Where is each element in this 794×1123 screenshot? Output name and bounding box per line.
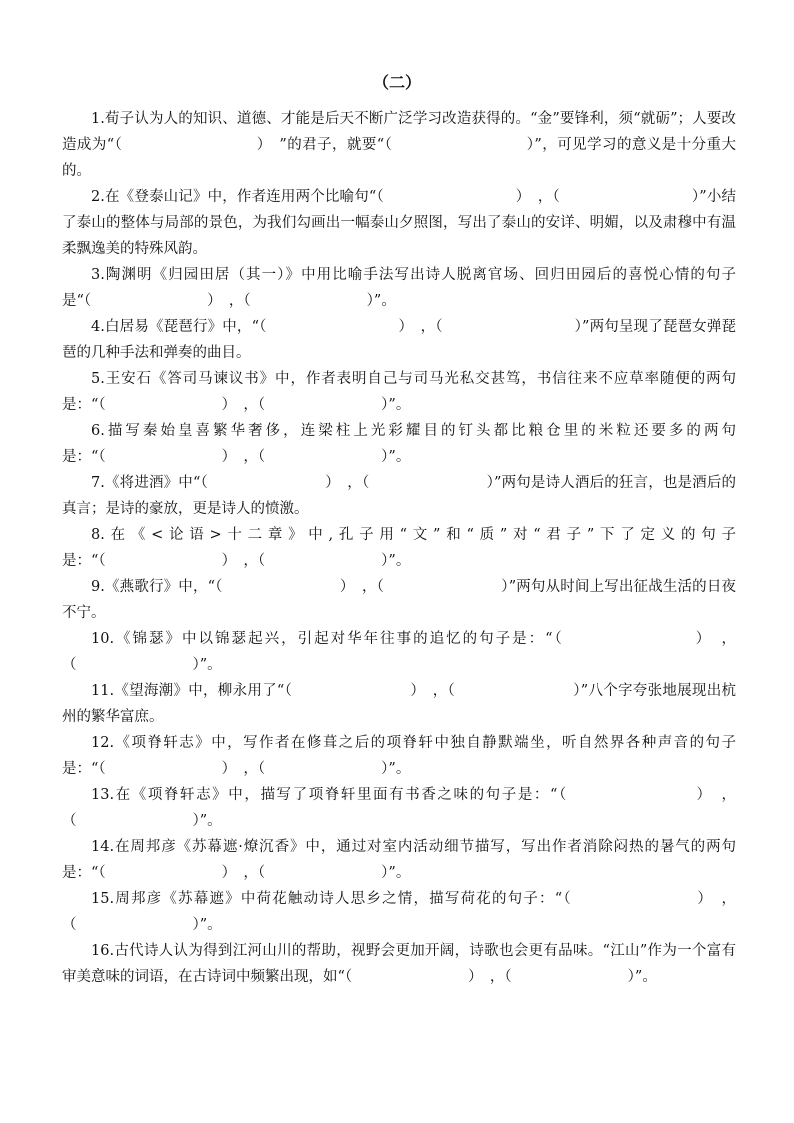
question-item: 16.古代诗人认为得到江河山川的帮助，视野会更加开阔，诗歌也会更有品味。“江山”作为一个富有审美意味的词语，在古诗词中频繁出现，如“（ ） ，（ ）”。 bbox=[62, 943, 736, 985]
question-item: 1.荀子认为人的知识、道德、才能是后天不断广泛学习改造获得的。“金”要锋利，须“就砺”；人要改造成为“（ ） ”的君子，就要“（ ）”，可见学习的意义是十分重大的。 bbox=[62, 111, 736, 179]
question-item: 12.《项脊轩志》中，写作者在修葺之后的项脊轩中独自静默端坐，听自然界各种声音的句子是：“（ ） ，（ ）”。 bbox=[62, 735, 736, 777]
question-list bbox=[62, 106, 736, 990]
page-title: （二） bbox=[372, 73, 421, 92]
question-item: 3.陶渊明《归园田居（其一）》中用比喻手法写出诗人脱离官场、回归田园后的喜悦心情的句子是“（ ） ，（ ）”。 bbox=[62, 267, 736, 309]
question-item: 7.《将进酒》中“（ ） ，（ ）”两句是诗人酒后的狂言，也是酒后的真言；是诗的豪放，更是诗人的愤激。 bbox=[62, 475, 736, 517]
question-item: 9.《燕歌行》中，“（ ） ，（ ）”两句从时间上写出征战生活的日夜不宁。 bbox=[62, 579, 736, 621]
question-item: 14.在周邦彦《苏幕遮·燎沉香》中，通过对室内活动细节描写，写出作者消除闷热的暑气的两句是：“（ ） ，（ ）”。 bbox=[62, 839, 736, 881]
question-item: 11.《望海潮》中，柳永用了“（ ） ，（ ）”八个字夸张地展现出杭州的繁华富庶。 bbox=[62, 683, 736, 725]
question-item: 5.王安石《答司马谏议书》中，作者表明自己与司马光私交甚笃，书信往来不应草率随便的两句是：“（ ） ，（ ）”。 bbox=[62, 371, 736, 413]
question-item: 6.描写秦始皇喜繁华奢侈，连梁柱上光彩耀目的钉头都比粮仓里的米粒还要多的两句是：“（ ） ，（ ）”。 bbox=[62, 423, 736, 465]
question-item: 10.《锦瑟》中以锦瑟起兴，引起对华年往事的追忆的句子是：“（ ） ，（ ）”。 bbox=[62, 631, 736, 673]
question-item: 8.在《<论语>十二章》中,孔子用“文”和“质”对“君子”下了定义的句子是：“（ ） ，（ ）”。 bbox=[62, 527, 736, 569]
question-item: 13.在《项脊轩志》中，描写了项脊轩里面有书香之味的句子是：“（ ） ，（ ）”。 bbox=[62, 787, 736, 829]
question-item: 2.在《登泰山记》中，作者连用两个比喻句“（ ） ，（ ）”小结了泰山的整体与局部的景色，为我们勾画出一幅泰山夕照图，写出了泰山的安详、明媚，以及肃穆中有温柔飘逸美的特殊风韵。 bbox=[62, 189, 736, 257]
question-item: 4.白居易《琵琶行》中，“（ ） ，（ ）”两句呈现了琵琶女弹琵琶的几种手法和弹奏的曲目。 bbox=[62, 319, 736, 361]
question-item: 15.周邦彦《苏幕遮》中荷花触动诗人思乡之情，描写荷花的句子：“（ ） ，（ ）”。 bbox=[62, 891, 736, 933]
